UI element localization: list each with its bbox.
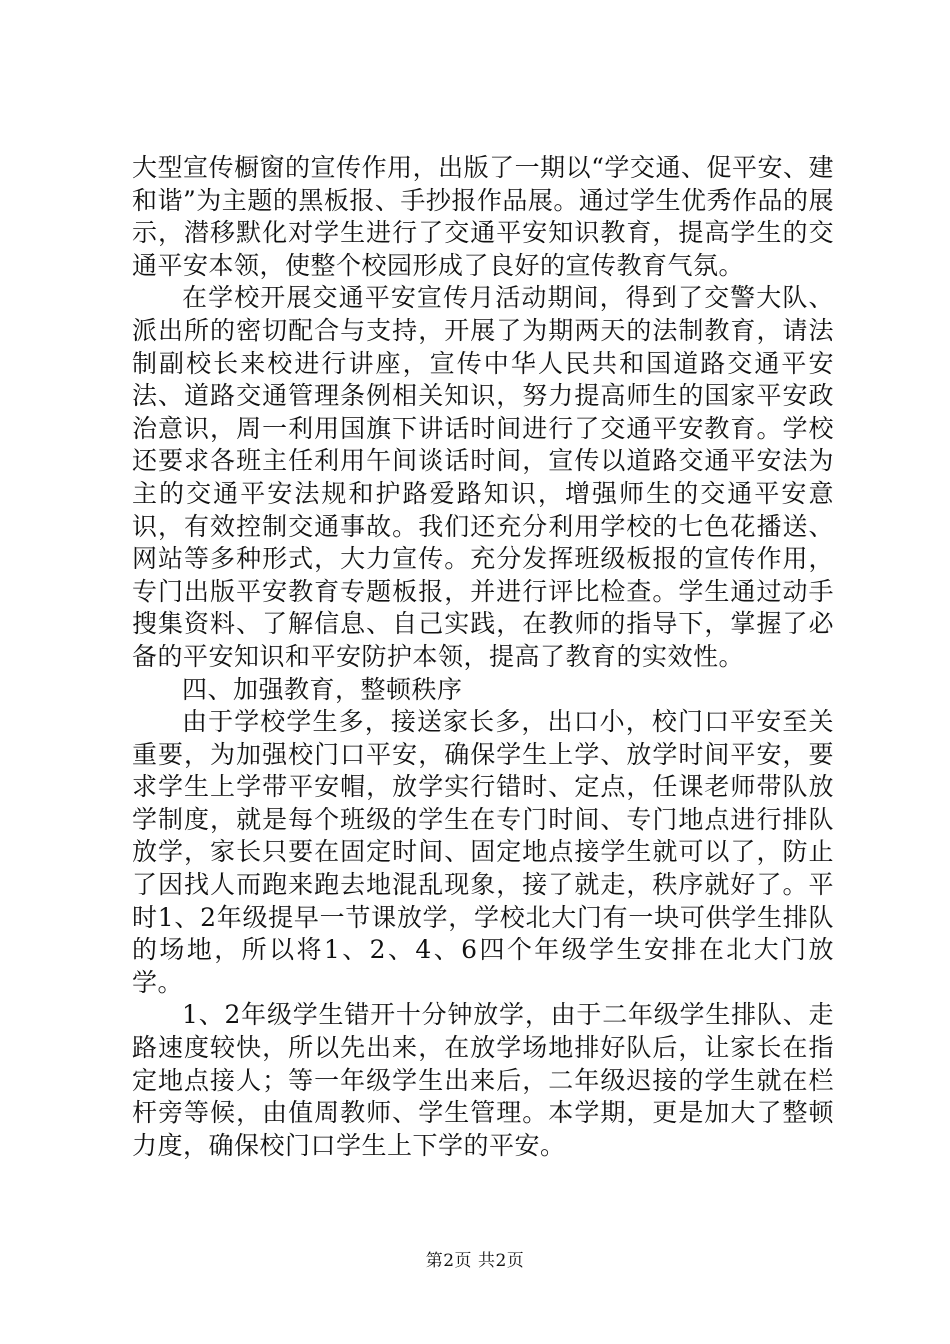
paragraph-1: 大型宣传橱窗的宣传作用，出版了一期以“学交通、促平安、建和谐”为主题的黑板报、手抄报作品展。通过学生优秀作品的展示，潜移默化对学生进行了交通平安知识教育，提高学生的交通平安本领，使整个校园形成了良好的宣传教育气氛。 — [132, 153, 834, 280]
section-heading: 四、加强教育，整顿秩序 — [182, 674, 463, 704]
paragraph-4: 1、2年级学生错开十分钟放学，由于二年级学生排队、走路速度较快，所以先出来，在放学场地排好队后，让家长在指定地点接人；等一年级学生出来后，二年级迟接的学生就在栏杆旁等候，由值周教师、学生管理。本学期，更是加大了整顿力度，确保校门口学生上下学的平安。 — [132, 1000, 834, 1160]
paragraph-3: 由于学校学生多，接送家长多，出口小，校门口平安至关重要，为加强校门口平安，确保学生上学、放学时间平安，要求学生上学带平安帽，放学实行错时、定点，任课老师带队放学制度，就是每个班级的学生在专门时间、专门地点进行排队放学，家长只要在固定时间、固定地点接学生就可以了，防止了因找人而跑来跑去地混乱现象，接了就走，秩序就好了。平时1、2年级提早一节课放学，学校北大门有一块可供学生排队的场地，所以将1、2、4、6四个年级学生安排在北大门放学。 — [132, 707, 834, 997]
document-body — [132, 152, 834, 1162]
page-number-footer: 第2页 共2页 — [425, 1251, 525, 1271]
paragraph-2: 在学校开展交通平安宣传月活动期间，得到了交警大队、派出所的密切配合与支持，开展了为期两天的法制教育，请法制副校长来校进行讲座，宣传中华人民共和国道路交通平安法、道路交通管理条例相关知识，努力提高师生的国家平安政治意识，周一利用国旗下讲话时间进行了交通平安教育。学校还要求各班主任利用午间谈话时间，宣传以道路交通平安法为主的交通平安法规和护路爱路知识，增强师生的交通平安意识，有效控制交通事故。我们还充分利用学校的七色花播送、网站等多种形式，大力宣传。充分发挥班级板报的宣传作用，专门出版平安教育专题板报，并进行评比检查。学生通过动手搜集资料、了解信息、自己实践，在教师的指导下，掌握了必备的平安知识和平安防护本领，提高了教育的实效性。 — [132, 283, 834, 671]
